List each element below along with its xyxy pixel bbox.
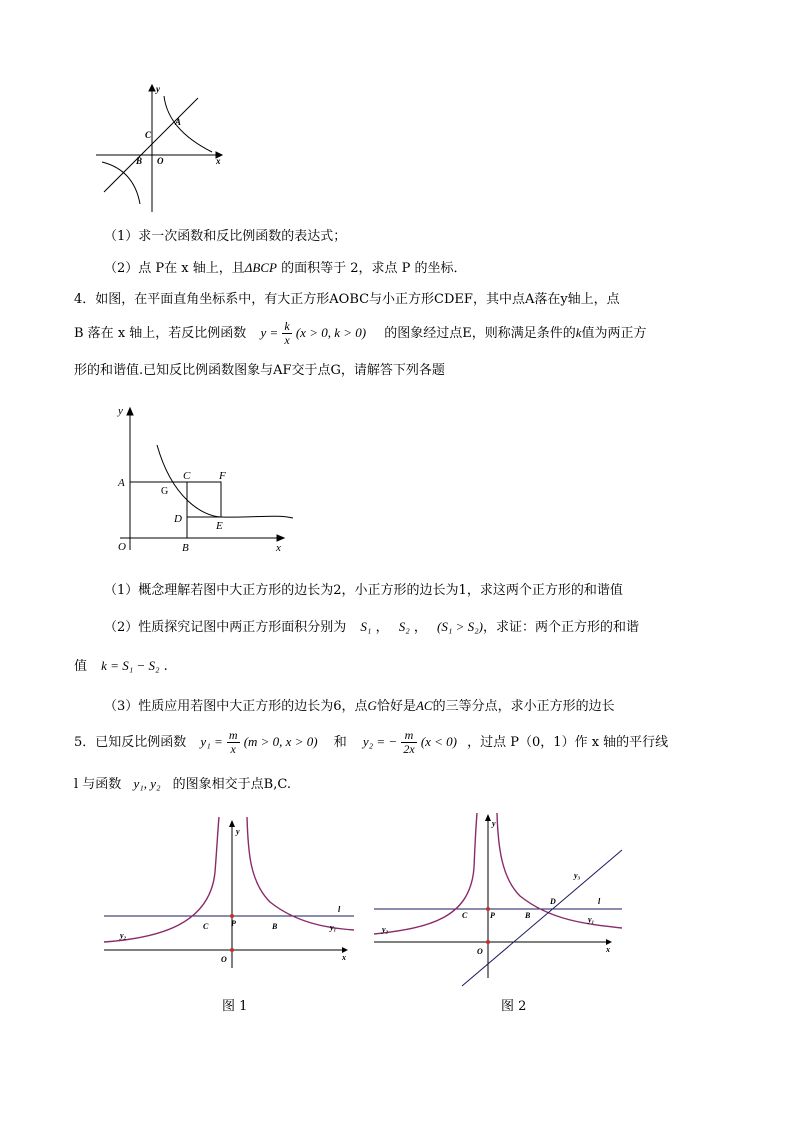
fig2-label-d: D xyxy=(550,897,556,906)
q5-line2-post: 的图象相交于点B,C. xyxy=(172,777,291,792)
fig3-label-c: C xyxy=(145,130,152,140)
q4-intro-line1: 4．如图，在平面直角坐标系中，有大正方形AOBC与小正方形CDEF，其中点A落在y轴上，点 xyxy=(74,292,620,307)
q4-x-arrow xyxy=(277,535,284,541)
hyperbola-branch-q3 xyxy=(102,162,140,204)
fig4-label-f: F xyxy=(219,470,226,482)
q4-figure xyxy=(112,398,302,558)
q5-f2-y: y₂ = − xyxy=(362,734,398,749)
fig1-label-c: C xyxy=(203,922,209,931)
q5-line2-pre: l 与函数 xyxy=(74,777,122,792)
q3-part2-math: ΔBCP xyxy=(244,260,277,275)
q4-func-cond: (x > 0, k > 0) xyxy=(295,325,367,340)
q4-intro-line2-post: 的图象经过点E，则称满足条件的 xyxy=(384,326,576,341)
q4-intro-line2-end: 值为两正方 xyxy=(581,326,647,341)
q4-part1: （1）概念理解若图中大正方形的边长为2，小正方形的边长为1，求这两个正方形的和谐值 xyxy=(104,583,623,598)
fig4-label-e: E xyxy=(216,520,223,532)
fig1-label-l: l xyxy=(338,905,341,914)
fig4-label-y: y xyxy=(118,405,123,417)
fig4-label-c: C xyxy=(183,470,191,482)
q5-f2-num: m xyxy=(401,729,416,743)
fig2-label-b: B xyxy=(525,911,531,920)
q4-part2b-pre: 值 xyxy=(74,659,88,674)
fig4-label-o: O xyxy=(118,541,126,553)
fig2-label-y: y xyxy=(492,819,496,828)
q5-f1-den: x xyxy=(230,742,236,756)
q5-line2 xyxy=(74,775,291,794)
q4-part2-pre: （2）性质探究记图中两正方形面积分别为 xyxy=(104,620,347,635)
q4-part3-pre: （3）性质应用若图中大正方形的边长为6，点 xyxy=(104,699,368,714)
linear-function-line xyxy=(104,98,198,192)
q5-intro-pre: 5．已知反比例函数 xyxy=(74,735,187,750)
fig2-label-y1: y₁ xyxy=(588,915,595,924)
fig3-label-b: B xyxy=(136,156,143,166)
fig1-curve-y2 xyxy=(104,817,219,942)
fig4-label-a: A xyxy=(118,477,125,489)
fig1-point-p xyxy=(230,914,234,918)
q4-part2-post: ，求证：两个正方形的和谐 xyxy=(483,620,640,635)
q5-intro-post: ，过点 P（0，1）作 x 轴的平行线 xyxy=(467,735,669,750)
fig2-curve-y1 xyxy=(497,813,622,928)
q3-part2 xyxy=(104,259,467,278)
q5-f2-frac xyxy=(401,729,416,756)
fig1-y-arrow xyxy=(229,820,235,827)
fig2-label-y3: y₃ xyxy=(574,871,581,880)
q4-part2: （2）性质探究记图中两正方形面积分别为 S₁ ， S₂ ， (S₁ > S₂)，求证：两个正方形的和谐 xyxy=(104,619,640,635)
q4-part2b-math: k = S₁ − S₂ xyxy=(101,658,160,673)
q4-func-y: y = xyxy=(260,325,279,340)
q5-and: 和 xyxy=(333,735,347,750)
q5-f1-frac xyxy=(227,729,240,756)
q4-intro-line2 xyxy=(74,318,647,349)
hyperbola-branch-q1 xyxy=(164,96,212,152)
fig1-point-o xyxy=(230,948,234,952)
fig3-label-o: O xyxy=(157,156,164,166)
figure-2-caption: 图 2 xyxy=(501,999,527,1014)
fig1-label-p: P xyxy=(231,919,236,928)
q3-part2-pre: （2）点 P在 x 轴上，且 xyxy=(104,261,245,276)
q3-figure xyxy=(92,80,232,215)
q5-intro xyxy=(74,727,668,758)
q5-figure-2 xyxy=(370,808,632,990)
fig4-label-b: B xyxy=(182,542,189,554)
fig2-y-arrow xyxy=(485,814,491,821)
q3-part1: （1）求一次函数和反比例函数的表达式； xyxy=(104,229,347,244)
figure-1-caption: 图 1 xyxy=(222,999,248,1014)
fig2-label-o: O xyxy=(477,947,483,956)
fig1-label-y2: y₂ xyxy=(120,931,127,940)
fig3-label-x: x xyxy=(216,156,221,166)
fig1-label-y1: y₁ xyxy=(330,923,337,932)
fig3-label-y: y xyxy=(156,84,160,94)
fig4-label-g: G xyxy=(161,486,169,497)
q5-figure-1 xyxy=(100,812,362,972)
fig2-label-c: C xyxy=(462,911,468,920)
fig1-label-x: x xyxy=(342,953,346,962)
q4-func-frac xyxy=(282,320,291,347)
fig2-label-p: P xyxy=(490,911,495,920)
q4-s2: S₂ xyxy=(398,619,410,634)
q4-s1: S₁ xyxy=(360,619,372,634)
fig1-label-y: y xyxy=(236,827,240,836)
small-square-cdef xyxy=(187,482,221,517)
fig2-label-x: x xyxy=(606,945,610,954)
y-arrow xyxy=(149,85,155,91)
fig2-line-y3 xyxy=(462,850,622,986)
q4-y-arrow xyxy=(127,408,133,415)
q5-f1-cond: (m > 0, x > 0) xyxy=(243,734,318,749)
fig4-label-x: x xyxy=(276,542,281,554)
q5-line2-math: y₁, y₂ xyxy=(133,776,161,791)
fig2-label-l: l xyxy=(598,897,601,906)
q5-f1-num: m xyxy=(228,728,238,742)
q4-intro-line3: 形的和谐值.已知反比例函数图象与AF交于点G，请解答下列各题 xyxy=(74,363,445,378)
fig2-point-o xyxy=(486,940,490,944)
q4-intro-line2-pre: B 落在 x 轴上，若反比例函数 xyxy=(74,326,247,341)
q5-f1-y: y₁ = xyxy=(200,734,223,749)
fig4-label-d: D xyxy=(174,513,182,525)
fig2-label-y2: y₂ xyxy=(382,925,389,934)
q4-func-num: k xyxy=(284,319,290,333)
q3-part2-post: 的面积等于 2，求点 P 的坐标． xyxy=(276,261,467,276)
q4-part3 xyxy=(104,697,615,716)
q4-part3-ac: AC xyxy=(415,698,433,713)
q4-part3-post: 的三等分点，求小正方形的边长 xyxy=(432,699,615,714)
q4-part3-g: G xyxy=(367,698,377,713)
q4-cond: (S₁ > S₂) xyxy=(437,619,483,634)
q5-f2-cond: (x < 0) xyxy=(420,734,458,749)
q4-func-den: x xyxy=(284,333,290,347)
q4-part2b: 值 k = S₁ − S₂ . xyxy=(74,658,168,674)
fig1-label-b: B xyxy=(272,922,278,931)
fig3-label-a: A xyxy=(175,117,182,127)
q5-f2-den: 2x xyxy=(403,742,415,756)
fig1-label-o: O xyxy=(221,955,227,964)
q4-part3-mid: 恰好是 xyxy=(376,699,416,714)
q4-k-var: k xyxy=(575,325,582,340)
